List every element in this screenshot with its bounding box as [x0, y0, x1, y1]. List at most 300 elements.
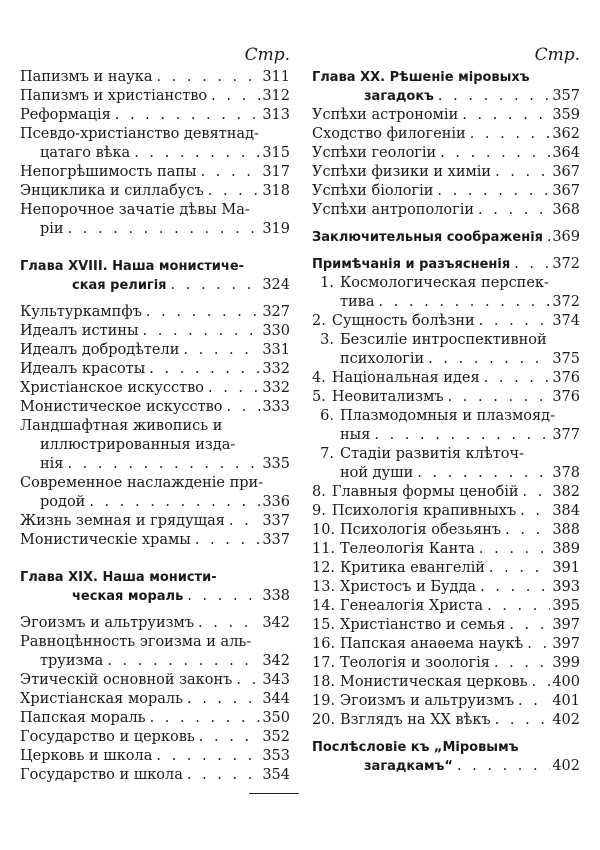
entry-number: 9. [312, 503, 326, 519]
entry-title: Послѣсловіе къ „Міровымъ [312, 740, 519, 755]
toc-entry [20, 322, 290, 341]
dot-leader [64, 220, 261, 239]
toc-line-wrap [312, 331, 580, 350]
dot-leader [474, 201, 550, 220]
toc-entry [312, 578, 580, 597]
dot-leader [375, 293, 551, 312]
entry-title: Глава XVIII. Наша монистиче- [20, 259, 245, 274]
page-number: 324 [262, 277, 290, 293]
toc-line [312, 350, 580, 369]
dot-leader [195, 728, 261, 747]
entry-number: 10. [312, 522, 336, 538]
toc-entry [312, 201, 580, 220]
dot-leader [225, 512, 260, 531]
dot-leader [490, 654, 550, 673]
toc-entry [312, 521, 580, 540]
spacer [20, 239, 290, 257]
entry-title: Успѣхи біологіи [312, 183, 434, 199]
entry-title: Генеалогія Христа [340, 598, 484, 614]
toc-entry [20, 417, 290, 474]
page-number: 317 [262, 164, 290, 180]
dot-leader [146, 709, 261, 728]
spacer [312, 220, 580, 228]
toc-entry [312, 635, 580, 654]
toc-line [20, 68, 290, 87]
toc-entry [20, 747, 290, 766]
entry-title: Христіанское искусство [20, 380, 204, 396]
toc-line-wrap [312, 407, 580, 426]
page-number: 382 [552, 484, 580, 500]
entry-title: Безсиліе интроспективной [340, 332, 547, 348]
page-number: 359 [552, 107, 580, 123]
toc-line [312, 540, 580, 559]
page-number: 397 [552, 636, 580, 652]
toc-line [312, 502, 580, 521]
entry-title: Монистическое искусство [20, 399, 223, 415]
page-number: 352 [262, 729, 290, 745]
page-number: 332 [262, 361, 290, 377]
entry-title: Плазмодомныя и плазмояд- [340, 408, 556, 424]
page-number: 389 [552, 541, 580, 557]
page-number: 342 [262, 615, 290, 631]
dot-leader [485, 559, 550, 578]
dot-leader [130, 144, 260, 163]
page-number: 375 [552, 351, 580, 367]
dot-leader [223, 398, 261, 417]
entry-number: 17. [312, 655, 336, 671]
entry-title: ной души [340, 465, 414, 481]
toc-entry [312, 654, 580, 673]
toc-line [20, 303, 290, 322]
toc-line [312, 312, 580, 331]
page-number: 315 [262, 145, 290, 161]
end-rule [249, 793, 299, 794]
toc-line-wrap [20, 417, 290, 436]
toc-entry [20, 709, 290, 728]
toc-entry [312, 331, 580, 369]
toc-line-wrap [312, 738, 580, 757]
page-number: 354 [262, 767, 290, 783]
toc-line [20, 652, 290, 671]
page-number: 367 [552, 183, 580, 199]
toc-entry [312, 445, 580, 483]
page-number: 333 [262, 399, 290, 415]
toc-entry [312, 673, 580, 692]
entry-number: 1. [320, 275, 334, 291]
toc-entry [20, 531, 290, 550]
toc-line [312, 144, 580, 163]
dot-leader [179, 341, 260, 360]
page-number: 377 [552, 427, 580, 443]
toc-entry [312, 616, 580, 635]
dot-leader [142, 303, 260, 322]
toc-entry [312, 540, 580, 559]
toc-line [312, 369, 580, 388]
spacer [20, 295, 290, 303]
toc-line-wrap [20, 436, 290, 455]
toc-line [312, 293, 580, 312]
toc-line [20, 512, 290, 531]
toc-line-wrap [20, 474, 290, 493]
entry-title: Сходство филогеніи [312, 126, 466, 142]
toc-entry [312, 388, 580, 407]
dot-leader [424, 350, 550, 369]
entry-title: Христіанская мораль [20, 691, 183, 707]
dot-leader [505, 616, 550, 635]
toc-line [20, 220, 290, 239]
toc-entry [20, 68, 290, 87]
toc-entry [312, 483, 580, 502]
dot-leader [480, 369, 551, 388]
dot-leader [483, 597, 550, 616]
entry-number: 18. [312, 674, 336, 690]
toc-entry [312, 692, 580, 711]
page-number: 337 [262, 532, 290, 548]
toc-entry [312, 312, 580, 331]
entry-number: 12. [312, 560, 336, 576]
entry-title: загадокъ [364, 89, 434, 104]
toc-line [312, 654, 580, 673]
page-number: 338 [262, 588, 290, 604]
toc-entry [20, 512, 290, 531]
entry-title: Идеалъ истины [20, 323, 139, 339]
toc-entry [312, 369, 580, 388]
page-number: 313 [262, 107, 290, 123]
entry-title: Государство и церковь [20, 729, 195, 745]
dot-leader [85, 493, 260, 512]
toc-line [312, 426, 580, 445]
page-number: 312 [262, 88, 290, 104]
page-number: 318 [262, 183, 290, 199]
entry-title: Сущность болѣзни [331, 313, 475, 329]
page-number: 367 [552, 164, 580, 180]
entry-number: 16. [312, 636, 336, 652]
entry-number: 20. [312, 712, 336, 728]
toc-line-wrap [20, 633, 290, 652]
entry-title: психологіи [340, 351, 425, 367]
entry-title: Равноцѣнность эгоизма и аль- [20, 634, 252, 650]
entry-number: 6. [320, 408, 334, 424]
toc-entry [20, 671, 290, 690]
toc-line [20, 182, 290, 201]
entry-title: Эгоизмъ и альтруизмъ [20, 615, 195, 631]
page-number: 384 [552, 503, 580, 519]
toc-line [20, 671, 290, 690]
toc-line [312, 388, 580, 407]
toc-entry [20, 633, 290, 671]
toc-line [312, 163, 580, 182]
toc-line [20, 87, 290, 106]
toc-entry [312, 407, 580, 445]
toc-line [312, 711, 580, 730]
toc-line-wrap [312, 274, 580, 293]
page-number: 388 [552, 522, 580, 538]
entry-title: труизма [40, 653, 104, 669]
entry-title: Психологія крапивныхъ [331, 503, 517, 519]
toc-entry [312, 255, 580, 274]
toc-line [20, 728, 290, 747]
toc-entry [20, 398, 290, 417]
toc-entry [20, 379, 290, 398]
entry-number: 13. [312, 579, 336, 595]
dot-leader [207, 87, 260, 106]
entry-title: Непогрѣшимость папы [20, 164, 197, 180]
dot-leader [183, 766, 260, 785]
page-number: 330 [262, 323, 290, 339]
page-number: 343 [262, 672, 290, 688]
dot-leader [510, 255, 550, 274]
entry-title: Успѣхи физики и химіи [312, 164, 492, 180]
toc-line [312, 182, 580, 201]
toc-line-wrap [20, 257, 290, 276]
page-number: 376 [552, 370, 580, 386]
entry-number: 19. [312, 693, 336, 709]
toc-line [20, 531, 290, 550]
toc-entry [312, 163, 580, 182]
dot-leader [491, 711, 551, 730]
toc-line [312, 483, 580, 502]
entry-title: Современное наслажденіе при- [20, 475, 264, 491]
entry-title: Космологическая перспек- [340, 275, 549, 291]
toc-entry [20, 182, 290, 201]
toc-line [20, 144, 290, 163]
toc-line [20, 106, 290, 125]
spacer [312, 730, 580, 738]
toc-line [20, 322, 290, 341]
dot-leader [543, 228, 550, 247]
toc-line [312, 87, 580, 106]
page-number: 327 [262, 304, 290, 320]
toc-right-column [312, 44, 580, 776]
toc-entry [20, 766, 290, 785]
dot-leader [139, 322, 261, 341]
entry-title: Монистическіе храмы [20, 532, 191, 548]
dot-leader [458, 106, 550, 125]
dot-leader [466, 125, 551, 144]
entry-title: родой [40, 494, 86, 510]
entry-title: иллюстрированныя изда- [40, 437, 236, 453]
spacer [312, 247, 580, 255]
toc-line [312, 757, 580, 776]
entry-title: Жизнь земная и грядущая [20, 513, 225, 529]
chapter-heading [312, 738, 580, 776]
entry-number: 14. [312, 598, 336, 614]
entry-number: 4. [312, 370, 326, 386]
dot-leader [475, 312, 551, 331]
toc-line [312, 125, 580, 144]
toc-line [312, 228, 580, 247]
entry-title: Идеалъ добродѣтели [20, 342, 180, 358]
entry-title: Успѣхи антропологіи [312, 202, 475, 218]
toc-line [312, 559, 580, 578]
entry-number: 7. [320, 446, 334, 462]
entry-title: Этическій основной законъ [20, 672, 233, 688]
dot-leader [204, 182, 261, 201]
page-number: 331 [262, 342, 290, 358]
toc-line-wrap [312, 68, 580, 87]
dot-leader [183, 587, 260, 606]
page-number: 372 [552, 256, 580, 272]
toc-entry [312, 559, 580, 578]
chapter-heading [20, 568, 290, 606]
dot-leader [453, 757, 550, 776]
page-number: 372 [552, 294, 580, 310]
toc-entry [20, 474, 290, 512]
page-number: 342 [262, 653, 290, 669]
dot-leader [413, 464, 550, 483]
toc-line [312, 578, 580, 597]
page-number: 374 [552, 313, 580, 329]
dot-leader [433, 182, 550, 201]
entry-title: Христосъ и Будда [340, 579, 477, 595]
page-number: 369 [552, 229, 580, 245]
dot-leader [523, 635, 550, 654]
entry-number: 2. [312, 313, 326, 329]
toc-entry [312, 502, 580, 521]
entry-title: Папизмъ и наука [20, 69, 153, 85]
page-number: 368 [552, 202, 580, 218]
toc-line-wrap [312, 445, 580, 464]
entry-title: Главныя формы ценобій [331, 484, 519, 500]
page-column-header: Стр. [244, 45, 290, 65]
dot-leader [475, 540, 550, 559]
dot-leader [519, 483, 551, 502]
dot-leader [232, 671, 260, 690]
entry-title: Критика евангелій [340, 560, 485, 576]
entry-title: ріи [40, 221, 64, 237]
dot-leader [516, 502, 550, 521]
dot-leader [63, 455, 260, 474]
toc-line [20, 341, 290, 360]
dot-leader [476, 578, 550, 597]
toc-line [20, 690, 290, 709]
entry-title: Идеалъ красоты [20, 361, 146, 377]
toc-line [20, 276, 290, 295]
entry-title: Реформація [20, 107, 111, 123]
spacer [20, 550, 290, 568]
page-number: 337 [262, 513, 290, 529]
entry-title: Ландшафтная живопись и [20, 418, 223, 434]
page-number: 335 [262, 456, 290, 472]
toc-line-wrap [20, 201, 290, 220]
page-number: 344 [262, 691, 290, 707]
toc-line [312, 106, 580, 125]
entry-title: Успѣхи геологіи [312, 145, 437, 161]
entry-title: Непорочное зачатіе дѣвы Ма- [20, 202, 250, 218]
toc-entry [20, 303, 290, 322]
toc-entry [20, 728, 290, 747]
entry-title: Энциклика и силлабусъ [20, 183, 204, 199]
toc-line [312, 521, 580, 540]
entry-title: Государство и школа [20, 767, 183, 783]
page-number: 332 [262, 380, 290, 396]
entry-title: тива [340, 294, 375, 310]
page-number: 376 [552, 389, 580, 405]
entry-number: 11. [312, 541, 336, 557]
dot-leader [167, 276, 261, 295]
entry-title: Стадіи развитія клѣточ- [340, 446, 524, 462]
dot-leader [194, 614, 260, 633]
toc-line [20, 587, 290, 606]
toc-entry [312, 711, 580, 730]
dot-leader [103, 652, 260, 671]
entry-title: цатаго вѣка [40, 145, 131, 161]
toc-entry [312, 228, 580, 247]
page-column-header: Стр. [534, 45, 580, 65]
dot-leader [111, 106, 261, 125]
spacer [20, 606, 290, 614]
page-number: 364 [552, 145, 580, 161]
page-number: 399 [552, 655, 580, 671]
toc-line [312, 635, 580, 654]
entry-title: Папская анаѳема наукѣ [340, 636, 524, 652]
entry-title: Христіанство и семья [340, 617, 506, 633]
dot-leader [491, 163, 550, 182]
dot-leader [444, 388, 551, 407]
entry-title: Глава XIX. Наша монисти- [20, 570, 217, 585]
dot-leader [370, 426, 550, 445]
dot-leader [152, 747, 260, 766]
toc-line [312, 692, 580, 711]
toc-line-wrap [20, 125, 290, 144]
toc-line [20, 379, 290, 398]
entry-title: Успѣхи астрономіи [312, 107, 459, 123]
dot-leader [501, 521, 550, 540]
dot-leader [152, 68, 260, 87]
page-number: 400 [552, 674, 580, 690]
entry-title: Папизмъ и христіанство [20, 88, 208, 104]
page-number: 336 [262, 494, 290, 510]
entry-title: нія [40, 456, 64, 472]
entry-number: 8. [312, 484, 326, 500]
toc-line [312, 464, 580, 483]
toc-line [312, 616, 580, 635]
toc-line [312, 673, 580, 692]
page-number: 401 [552, 693, 580, 709]
toc-entry [312, 182, 580, 201]
toc-entry [20, 614, 290, 633]
entry-number: 5. [312, 389, 326, 405]
dot-leader [197, 163, 261, 182]
toc-entry [20, 341, 290, 360]
dot-leader [528, 673, 551, 692]
entry-title: ская религія [72, 278, 167, 293]
dot-leader [514, 692, 550, 711]
toc-line [20, 493, 290, 512]
entry-title: Взглядъ на XX вѣкъ [340, 712, 491, 728]
dot-leader [183, 690, 260, 709]
entry-title: Національная идея [331, 370, 480, 386]
toc-entry [312, 597, 580, 616]
toc-entry [20, 201, 290, 239]
toc-entry [20, 360, 290, 379]
chapter-heading [312, 68, 580, 106]
page-number: 353 [262, 748, 290, 764]
toc-line [20, 614, 290, 633]
entry-title: Эгоизмъ и альтруизмъ [340, 693, 515, 709]
toc-line [20, 709, 290, 728]
toc-entry [20, 163, 290, 182]
toc-line [20, 163, 290, 182]
entry-title: Папская мораль [20, 710, 146, 726]
entry-title: Псевдо-христіанство девятнад- [20, 126, 259, 142]
toc-entry [312, 274, 580, 312]
dot-leader [204, 379, 260, 398]
page-number: 378 [552, 465, 580, 481]
toc-entry [312, 106, 580, 125]
toc-line-wrap [20, 568, 290, 587]
toc-left-column [20, 44, 290, 785]
